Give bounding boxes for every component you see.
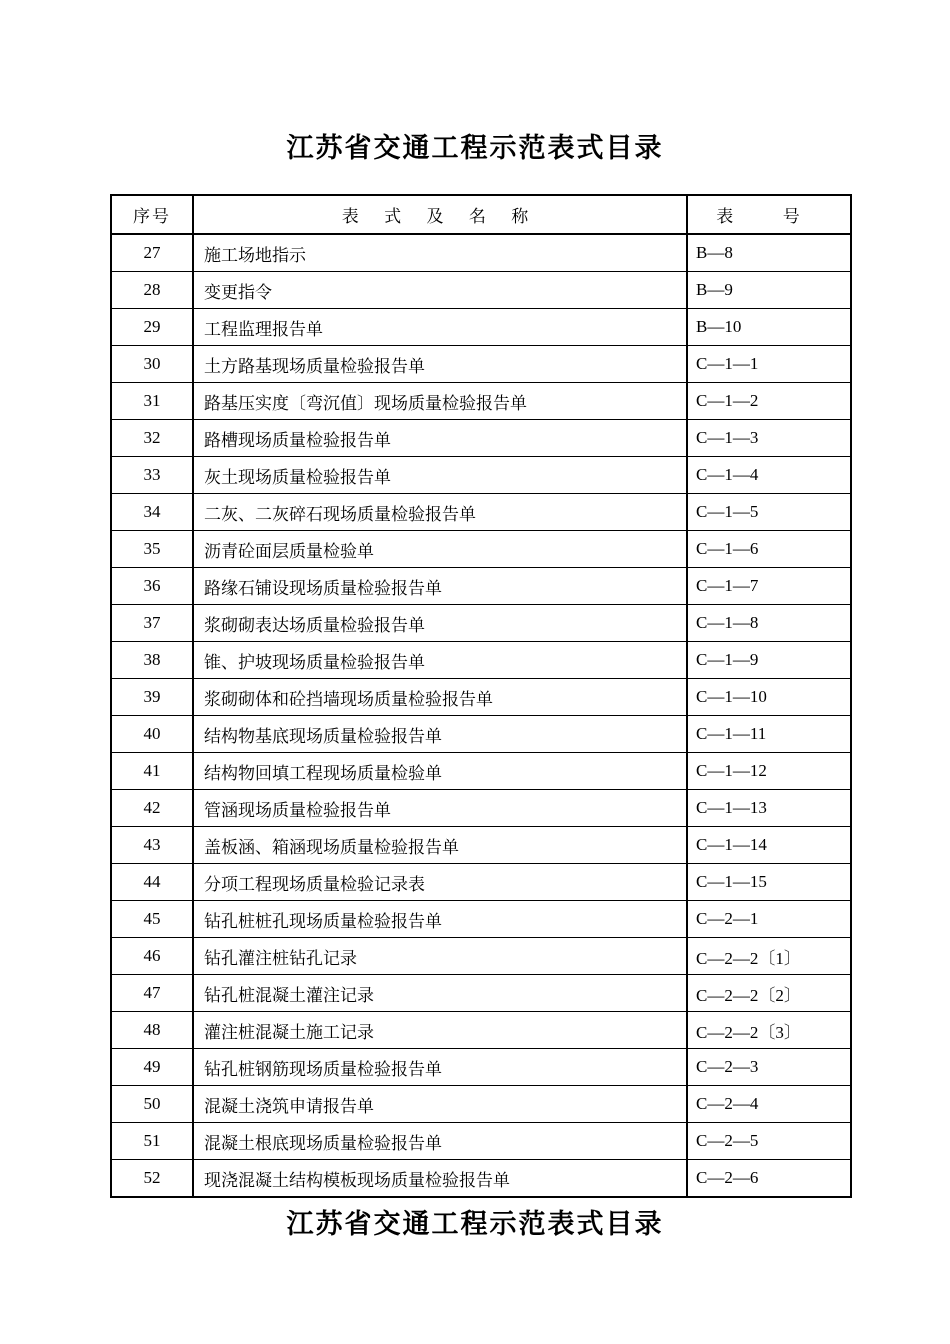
row-form-name: 施工场地指示 xyxy=(193,234,687,272)
row-serial-number: 32 xyxy=(111,420,193,457)
row-form-code: B—9 xyxy=(687,272,851,309)
row-form-code: C—1—9 xyxy=(687,642,851,679)
table-row xyxy=(111,901,851,938)
row-form-name: 工程监理报告单 xyxy=(193,309,687,346)
table-row xyxy=(111,420,851,457)
table-row xyxy=(111,1012,851,1049)
row-form-code: C—1—12 xyxy=(687,753,851,790)
table-row xyxy=(111,716,851,753)
table-row xyxy=(111,383,851,420)
row-serial-number: 43 xyxy=(111,827,193,864)
row-form-code: C—2—3 xyxy=(687,1049,851,1086)
row-form-name: 浆砌砌表达场质量检验报告单 xyxy=(193,605,687,642)
row-serial-number: 47 xyxy=(111,975,193,1012)
row-form-name: 灰土现场质量检验报告单 xyxy=(193,457,687,494)
row-form-name: 钻孔桩钢筋现场质量检验报告单 xyxy=(193,1049,687,1086)
row-serial-number: 52 xyxy=(111,1160,193,1198)
row-form-name: 结构物基底现场质量检验报告单 xyxy=(193,716,687,753)
row-serial-number: 30 xyxy=(111,346,193,383)
row-form-code: C—2—5 xyxy=(687,1123,851,1160)
row-serial-number: 42 xyxy=(111,790,193,827)
row-form-name: 灌注桩混凝土施工记录 xyxy=(193,1012,687,1049)
row-form-code: B—10 xyxy=(687,309,851,346)
row-form-name: 现浇混凝土结构模板现场质量检验报告单 xyxy=(193,1160,687,1198)
table-row xyxy=(111,1049,851,1086)
row-form-code: C—1—10 xyxy=(687,679,851,716)
row-form-name: 沥青砼面层质量检验单 xyxy=(193,531,687,568)
row-serial-number: 44 xyxy=(111,864,193,901)
header-serial-number: 序号 xyxy=(111,195,193,234)
row-form-code: C—2—2〔2〕 xyxy=(687,975,851,1012)
row-serial-number: 51 xyxy=(111,1123,193,1160)
row-serial-number: 45 xyxy=(111,901,193,938)
row-serial-number: 36 xyxy=(111,568,193,605)
row-serial-number: 28 xyxy=(111,272,193,309)
table-row xyxy=(111,234,851,272)
table-row xyxy=(111,827,851,864)
table-row xyxy=(111,309,851,346)
table-row xyxy=(111,605,851,642)
row-serial-number: 31 xyxy=(111,383,193,420)
row-form-name: 分项工程现场质量检验记录表 xyxy=(193,864,687,901)
row-form-code: C—1—3 xyxy=(687,420,851,457)
row-form-code: B—8 xyxy=(687,234,851,272)
row-form-code: C—1—1 xyxy=(687,346,851,383)
row-form-name: 钻孔灌注桩钻孔记录 xyxy=(193,938,687,975)
row-form-code: C—2—1 xyxy=(687,901,851,938)
row-serial-number: 50 xyxy=(111,1086,193,1123)
table-row xyxy=(111,1086,851,1123)
table-row xyxy=(111,679,851,716)
table-row xyxy=(111,1123,851,1160)
table-body xyxy=(111,234,851,1197)
row-form-name: 浆砌砌体和砼挡墙现场质量检验报告单 xyxy=(193,679,687,716)
page-title-repeat: 江苏省交通工程示范表式目录 xyxy=(286,1209,664,1240)
row-form-code: C—2—2〔3〕 xyxy=(687,1012,851,1049)
row-serial-number: 49 xyxy=(111,1049,193,1086)
row-serial-number: 38 xyxy=(111,642,193,679)
row-form-code: C—2—6 xyxy=(687,1160,851,1198)
table-row xyxy=(111,494,851,531)
row-serial-number: 27 xyxy=(111,234,193,272)
row-form-code: C—1—15 xyxy=(687,864,851,901)
row-form-code: C—1—6 xyxy=(687,531,851,568)
row-form-name: 变更指令 xyxy=(193,272,687,309)
row-form-name: 管涵现场质量检验报告单 xyxy=(193,790,687,827)
table-row xyxy=(111,531,851,568)
row-form-code: C—1—8 xyxy=(687,605,851,642)
forms-catalog-table xyxy=(110,194,852,1198)
row-serial-number: 37 xyxy=(111,605,193,642)
row-form-code: C—1—13 xyxy=(687,790,851,827)
table-row xyxy=(111,864,851,901)
row-form-name: 结构物回填工程现场质量检验单 xyxy=(193,753,687,790)
row-form-name: 混凝土根底现场质量检验报告单 xyxy=(193,1123,687,1160)
table-row xyxy=(111,753,851,790)
row-form-name: 钻孔桩桩孔现场质量检验报告单 xyxy=(193,901,687,938)
row-form-name: 混凝土浇筑申请报告单 xyxy=(193,1086,687,1123)
table-row xyxy=(111,642,851,679)
row-form-code: C—1—14 xyxy=(687,827,851,864)
row-form-name: 土方路基现场质量检验报告单 xyxy=(193,346,687,383)
row-serial-number: 46 xyxy=(111,938,193,975)
row-form-name: 路基压实度〔弯沉值〕现场质量检验报告单 xyxy=(193,383,687,420)
row-form-name: 盖板涵、箱涵现场质量检验报告单 xyxy=(193,827,687,864)
row-form-name: 二灰、二灰碎石现场质量检验报告单 xyxy=(193,494,687,531)
row-serial-number: 40 xyxy=(111,716,193,753)
row-serial-number: 35 xyxy=(111,531,193,568)
table-row xyxy=(111,790,851,827)
row-form-name: 路缘石铺设现场质量检验报告单 xyxy=(193,568,687,605)
table-row xyxy=(111,1160,851,1198)
row-form-code: C—2—2〔1〕 xyxy=(687,938,851,975)
row-serial-number: 29 xyxy=(111,309,193,346)
row-form-code: C—1—5 xyxy=(687,494,851,531)
row-serial-number: 39 xyxy=(111,679,193,716)
row-form-code: C—1—7 xyxy=(687,568,851,605)
row-form-name: 锥、护坡现场质量检验报告单 xyxy=(193,642,687,679)
table-row xyxy=(111,975,851,1012)
row-serial-number: 41 xyxy=(111,753,193,790)
row-form-name: 钻孔桩混凝土灌注记录 xyxy=(193,975,687,1012)
table-row xyxy=(111,938,851,975)
row-serial-number: 33 xyxy=(111,457,193,494)
table-row xyxy=(111,272,851,309)
row-form-name: 路槽现场质量检验报告单 xyxy=(193,420,687,457)
row-form-code: C—2—4 xyxy=(687,1086,851,1123)
row-serial-number: 48 xyxy=(111,1012,193,1049)
table-row xyxy=(111,568,851,605)
page-title: 江苏省交通工程示范表式目录 xyxy=(286,133,664,164)
table-row xyxy=(111,457,851,494)
table-row xyxy=(111,346,851,383)
row-form-code: C—1—11 xyxy=(687,716,851,753)
row-serial-number: 34 xyxy=(111,494,193,531)
header-form-code: 表 号 xyxy=(687,195,851,234)
row-form-code: C—1—4 xyxy=(687,457,851,494)
table-header-row xyxy=(111,195,851,234)
header-form-name: 表 式 及 名 称 xyxy=(193,195,687,234)
row-form-code: C—1—2 xyxy=(687,383,851,420)
